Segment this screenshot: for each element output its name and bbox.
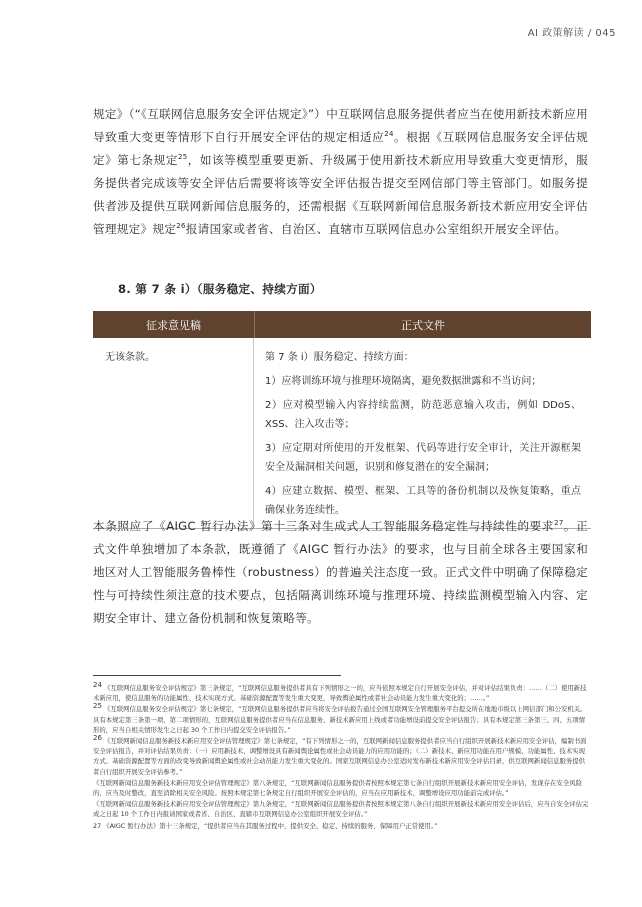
- footnotes: [93, 680, 591, 832]
- table-row: [93, 338, 591, 528]
- comparison-table: [93, 311, 591, 529]
- section-heading: 8. 第 7 条 i）（服务稳定、持续方面）: [118, 282, 322, 296]
- footnote: [93, 821, 591, 831]
- paragraph-text: 。根据《互联网信息服务安全评估规定》第七条规定: [93, 130, 589, 167]
- running-header: AI 政策解读 / 045: [527, 28, 616, 39]
- footnote-ref[interactable]: 25: [177, 153, 188, 162]
- footnote: $^{24}$ 《互联网信息服务安全评估规定》第三条规定，“互联网信息服务提供者具有下列情形之一的，应当依照本规定自行开展安全评估，并对评估结果负责：……（二）使用新技术新应用，使信息服务的功能属性、技术实现方式、基础资源配置等发生重大变更，导致舆论属性或者社会动员能力发生重大变化的；……。”: [93, 680, 587, 703]
- paragraph-text: 。正式文件单独增加了本条款，既遵循了《AIGC 暂行办法》的要求，也与目前全球各主要国家和地区对人工智能服务鲁棒性（robustness）的普遍关注态度一致。正式文件中明确了保障稳定性与可持续性须注意的技术要点，包括隔离训练环境与推理环境、持续监测模型输入内容、定期安全审计、建立备份机制和恢复策略等。: [93, 519, 588, 625]
- footnote-ref[interactable]: 26: [176, 222, 186, 231]
- footnote-text: 《互联网新闻信息服务新技术新应用安全评估管理规定》第九条规定，“互联网新闻信息服务提供者按照本规定第八条自行组织开展新技术新应用安全评估后，应当自安全评估完成之日起 10 个工作日内报请国家或者省、自治区、直辖市互联网信息办公室组织开展安全评估。”: [93, 800, 589, 819]
- footnote: $^{25}$ 《互联网信息服务安全评估规定》第七条规定，“互联网信息服务提供者应当将安全评估报告通过全国互联网安全管理服务平台提交所在地地市级以上网信部门和公安机关。具有本规定第三条第一项、第二项情形的，互联网信息服务提供者应当在信息服务、新技术新应用上线或者功能增设前提交安全评估报告；具有本规定第三条第三、四、五项情形的，应当自相关情形发生之日起 30 个工作日内提交安全评估报告。”: [93, 702, 587, 734]
- footnote-ref[interactable]: 27: [554, 519, 564, 528]
- body-paragraph-2: [93, 515, 588, 630]
- table-cell-draft: 无该条款。: [93, 338, 254, 528]
- paragraph-text: ，如该等模型重要更新、升级属于使用新技术新应用导致重大变更情形，服务提供者完成该等安全评估后需要将该等安全评估报告提交至网信部门等主管部门。如服务提供者涉及提供互联网新闻信息服务的，还需根据《互联网新闻信息服务新技术新应用安全评估管理规定》规定: [93, 153, 588, 236]
- footnote-text: 《互联网新闻信息服务新技术新应用安全评估管理规定》第七条规定，“有下列情形之一的，互联网新闻信息服务提供者应当自行组织开展新技术新应用安全评估，编制书面安全评估报告，并对评估结果负责：（一）应用新技术、调整增设具有新闻舆论属性或社会动员能力的应用功能的；（二）新技术、新应用功能在用户规模、功能属性、技术实现方式、基础资源配置等方面的改变导致新闻舆论属性或社会动员能力发生重大变化的。国家互联网信息办公室适时发布新技术新应用安全评估目录，供互联网新闻信息服务提供者自行组织开展安全评估参考。”: [93, 737, 587, 776]
- footnote-text: 《互联网信息服务安全评估规定》第七条规定，“互联网信息服务提供者应当将安全评估报告通过全国互联网安全管理服务平台提交所在地地市级以上网信部门和公安机关。具有本规定第三条第一项、第二项情形的，互联网信息服务提供者应当在信息服务、新技术新应用上线或者功能增设前提交安全评估报告；具有本规定第三条第三、四、五项情形的，应当自相关情形发生之日起 30 个工作日内提交安全评估报告。”: [93, 705, 587, 734]
- table-header-final: 正式文件: [401, 318, 445, 332]
- clause-item: 2）应对模型输入内容持续监测，防范恶意输入攻击，例如 DDoS、XSS、注入攻击等；: [265, 400, 581, 430]
- clause-item: 3）应定期对所使用的开发框架、代码等进行安全审计，关注开源框架安全及漏洞相关问题，识别和修复潜在的安全漏洞；: [265, 443, 581, 473]
- table-header-draft: 征求意见稿: [93, 311, 255, 338]
- footnote-divider: [93, 675, 341, 676]
- footnote-text: 《互联网信息服务安全评估规定》第三条规定，“互联网信息服务提供者具有下列情形之一的，应当依照本规定自行开展安全评估，并对评估结果负责：……（二）使用新技术新应用，使信息服务的功能属性、技术实现方式、基础资源配置等发生重大变更，导致舆论属性或者社会动员能力发生重大变化的；……。”: [93, 684, 587, 703]
- footnote-ref[interactable]: 24: [384, 130, 394, 139]
- paragraph-text: 本条照应了《AIGC 暂行办法》第十三条对生成式人工智能服务稳定性与持续性的要求: [93, 519, 555, 533]
- footnote: [93, 799, 591, 819]
- table-header-row: [93, 311, 591, 338]
- footnote-number: 27: [93, 821, 102, 830]
- clause-title: 第 7 条 i）服务稳定、持续方面：: [265, 352, 414, 363]
- body-paragraph-1: [93, 103, 588, 241]
- table-cell-final: [254, 338, 591, 528]
- footnote-text: 《AIGC 暂行办法》第十三条规定，“提供者应当在其服务过程中，提供安全、稳定、持续的服务，保障用户正常使用。”: [103, 821, 438, 830]
- footnote: $^{26}$ 《互联网新闻信息服务新技术新应用安全评估管理规定》第七条规定，“有下列情形之一的，互联网新闻信息服务提供者应当自行组织开展新技术新应用安全评估，编制书面安全评估报告，并对评估结果负责：（一）应用新技术、调整增设具有新闻舆论属性或社会动员能力的应用功能的；（二）新技术、新应用功能在用户规模、功能属性、技术实现方式、基础资源配置等方面的改变导致新闻舆论属性或社会动员能力发生重大变化的。国家互联网信息办公室适时发布新技术新应用安全评估目录，供互联网新闻信息服务提供者自行组织开展安全评估参考。”: [93, 733, 587, 776]
- clause-item: 4）应建立数据、模型、框架、工具等的备份机制以及恢复策略，重点确保业务连续性。: [265, 486, 581, 516]
- paragraph-text: 报请国家或者省、自治区、直辖市互联网信息办公室组织开展安全评估。: [185, 222, 567, 236]
- footnote: [93, 778, 591, 798]
- footnote-text: 《互联网新闻信息服务新技术新应用安全评估管理规定》第八条规定，“互联网新闻信息服务提供者按照本规定第七条自行组织开展新技术新应用安全评估，发现存在安全风险的，应当及时整改，直至消除相关安全风险。按照本规定第七条规定自行组织开展安全评估的，应当在应用新技术、调整增设应用功能前完成评估。”: [93, 778, 582, 798]
- paragraph-text: 规定》（“《互联网信息服务安全评估规定》”）中互联网信息服务提供者应当在使用新技术新应用导致重大变更等情形下自行开展安全评估的规定相适应: [93, 107, 588, 144]
- clause-item: 1）应将训练环境与推理环境隔离，避免数据泄露和不当访问；: [265, 376, 542, 387]
